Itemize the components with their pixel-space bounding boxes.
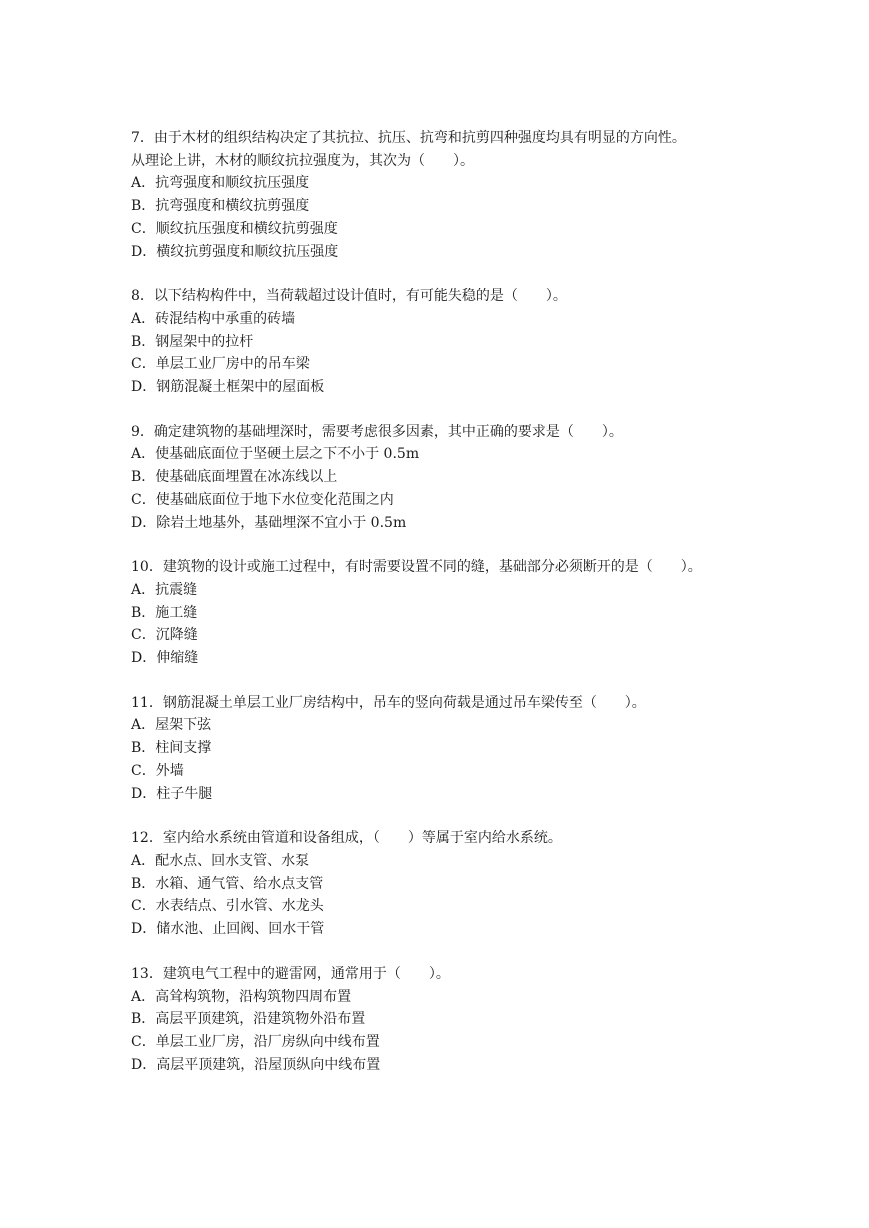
option-a: A．屋架下弦: [131, 717, 212, 734]
question-stem: 12．室内给水系统由管道和设备组成，（ ）等属于室内给水系统。: [131, 830, 562, 847]
option-b: B．水箱、通气管、给水点支管: [131, 875, 324, 892]
option-c: C．单层工业厂房中的吊车梁: [131, 356, 310, 373]
option-c: C．单层工业厂房，沿厂房纵向中线布置: [131, 1033, 380, 1050]
option-a: A．砖混结构中承重的砖墙: [131, 310, 296, 327]
question-stem: 11．钢筋混凝土单层工业厂房结构中，吊车的竖向荷载是通过吊车梁传至（ ）。: [131, 694, 646, 711]
option-d: D．柱子牛腿: [131, 785, 213, 802]
question-stem: 7．由于木材的组织结构决定了其抗拉、抗压、抗弯和抗剪四种强度均具有明显的方向性。: [131, 130, 686, 146]
question-stem: 10．建筑物的设计或施工过程中，有时需要设置不同的缝，基础部分必须断开的是（ ）。: [131, 559, 702, 576]
option-b: B．柱间支撑: [131, 740, 212, 757]
document-page: [131, 127, 851, 1098]
option-a: A．高耸构筑物，沿构筑物四周布置: [131, 988, 352, 1005]
option-d: D．除岩土地基外，基础埋深不宜小于 0.5m: [131, 514, 407, 531]
question-stem: 9．确定建筑物的基础埋深时，需要考虑很多因素，其中正确的要求是（ ）。: [131, 423, 623, 440]
option-a: A．使基础底面位于坚硬土层之下不小于 0.5m: [131, 446, 420, 463]
question-stem: 13．建筑电气工程中的避雷网，通常用于（ ）。: [131, 965, 450, 982]
option-b: B．抗弯强度和横纹抗剪强度: [131, 198, 310, 215]
option-c: C．水表结点、引水管、水龙头: [131, 898, 324, 915]
question-stem: 8．以下结构构件中，当荷载超过设计值时，有可能失稳的是（ ）。: [131, 288, 567, 305]
question-stem: 从理论上讲，木材的顺纹抗拉强度为，其次为（ ）。: [131, 152, 474, 169]
option-d: D．伸缩缝: [131, 650, 199, 667]
option-b: B．高层平顶建筑，沿建筑物外沿布置: [131, 1011, 366, 1028]
option-b: B．使基础底面埋置在冰冻线以上: [131, 469, 338, 486]
question-11: [131, 692, 851, 806]
option-b: B．施工缝: [131, 604, 198, 621]
question-8: [131, 285, 851, 399]
option-a: A．抗震缝: [131, 581, 198, 598]
question-12: [131, 827, 851, 941]
option-a: A．抗弯强度和顺纹抗压强度: [131, 175, 310, 192]
option-c: C．沉降缝: [131, 627, 198, 644]
option-c: C．使基础底面位于地下水位变化范围之内: [131, 491, 394, 508]
question-9: [131, 421, 851, 535]
option-a: A．配水点、回水支管、水泵: [131, 852, 310, 869]
option-d: D．储水池、止回阀、回水干管: [131, 921, 325, 938]
option-c: C．顺纹抗压强度和横纹抗剪强度: [131, 220, 338, 237]
question-13: [131, 963, 851, 1077]
option-d: D．钢筋混凝土框架中的屋面板: [131, 379, 325, 396]
option-b: B．钢屋架中的拉杆: [131, 333, 254, 350]
option-d: D．横纹抗剪强度和顺纹抗压强度: [131, 243, 339, 260]
question-7: [131, 127, 851, 263]
option-c: C．外墙: [131, 762, 184, 779]
question-10: [131, 556, 851, 670]
option-d: D．高层平顶建筑，沿屋顶纵向中线布置: [131, 1056, 381, 1073]
